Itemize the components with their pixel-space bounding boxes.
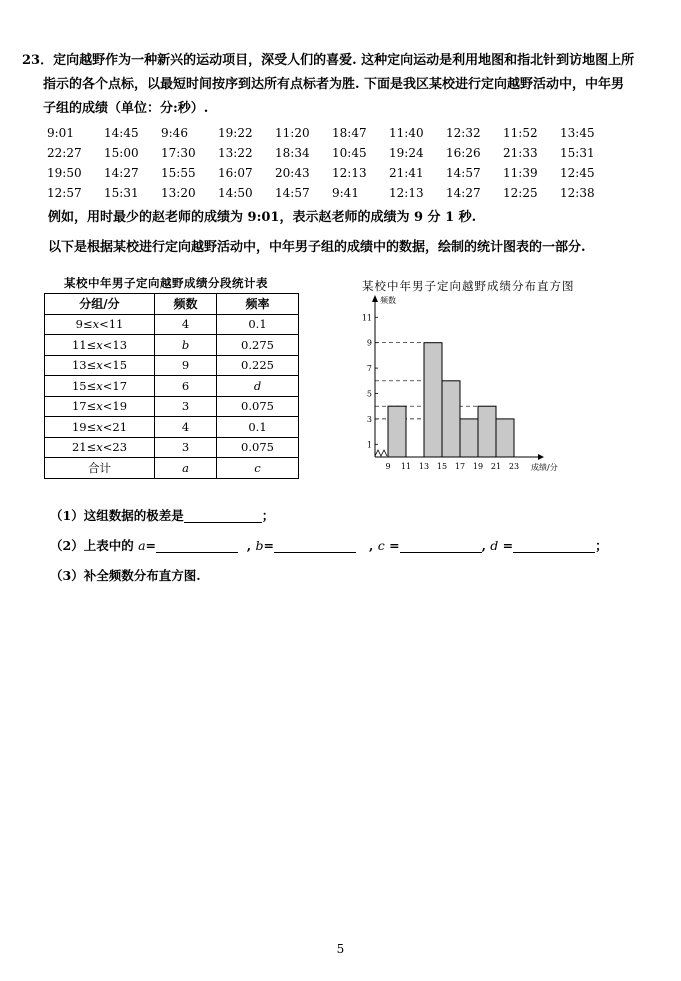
x-tick-label: 15 (436, 462, 448, 471)
time-value: 12:45 (560, 166, 595, 180)
time-value: 9:01 (47, 126, 74, 140)
x-tick-label: 17 (454, 462, 466, 471)
problem-line-3: 子组的成绩（单位：分:秒）. (43, 101, 209, 116)
time-value: 13:20 (161, 186, 196, 200)
table-header: 频率 (217, 294, 299, 315)
y-tick-label: 11 (361, 313, 372, 323)
time-value: 19:22 (218, 126, 253, 140)
range-part: 15 (112, 358, 128, 373)
x-axis-arrow (538, 454, 544, 460)
q1-answer-blank[interactable] (184, 508, 262, 523)
time-value: 14:45 (104, 126, 139, 140)
time-value: 12:32 (446, 126, 481, 140)
time-value: 9:46 (161, 126, 188, 140)
q2-prefix: （2）上表中的 (50, 538, 134, 553)
time-value: 12:57 (47, 186, 82, 200)
time-value: 14:57 (446, 166, 481, 180)
range-part: 21 (112, 419, 128, 434)
range-part: < (102, 378, 113, 393)
range-part: < (102, 440, 113, 455)
histogram-chart (355, 292, 585, 482)
range-part: x (96, 358, 103, 373)
q2-eq: = (263, 538, 274, 553)
rate-cell: 0.075 (217, 396, 299, 417)
total-cell: c (217, 458, 299, 479)
range-part: < (102, 358, 113, 373)
time-value: 21:41 (389, 166, 424, 180)
x-tick-label: 21 (490, 462, 502, 471)
times-row (47, 143, 617, 163)
group-range (45, 417, 155, 438)
question-3: （3）补全频数分布直方图. (50, 568, 201, 583)
table-row (45, 437, 299, 458)
group-range (45, 396, 155, 417)
y-tick-label: 5 (366, 389, 372, 399)
frequency-cell: 6 (155, 376, 217, 397)
y-tick-label: 1 (366, 440, 372, 450)
q2-var-d: d (490, 538, 499, 553)
range-part: < (99, 317, 109, 332)
q2-answer-c-blank[interactable] (400, 538, 482, 553)
time-value: 12:13 (332, 166, 367, 180)
q2-var-c: c (377, 538, 385, 553)
histogram-bar (496, 419, 514, 457)
histogram-bar (460, 419, 478, 457)
time-value: 11:20 (275, 126, 310, 140)
range-part: x (92, 317, 100, 332)
time-value: 9:41 (332, 186, 359, 200)
frequency-cell: 9 (155, 355, 217, 376)
q2-var-a: a (138, 538, 146, 553)
times-row (47, 183, 617, 203)
range-part: 11 (108, 317, 124, 332)
time-value: 19:50 (47, 166, 82, 180)
q2-eq: = (389, 538, 400, 553)
time-value: 16:26 (446, 146, 481, 160)
y-axis-arrow (372, 295, 378, 302)
table-header: 频数 (155, 294, 217, 315)
range-part: < (102, 399, 113, 414)
problem-number: 23． (22, 53, 54, 68)
range-part: 13 (71, 358, 87, 373)
time-value: 18:47 (332, 126, 367, 140)
range-part: ≤ (86, 399, 97, 414)
range-part: ≤ (86, 440, 97, 455)
time-value: 14:27 (104, 166, 139, 180)
q2-answer-d-blank[interactable] (513, 538, 595, 553)
time-value: 12:25 (503, 186, 538, 200)
x-axis-label: 成绩/分 (531, 463, 558, 472)
time-value: 13:22 (218, 146, 253, 160)
histogram-bar (478, 406, 496, 457)
time-value: 12:13 (389, 186, 424, 200)
time-value: 13:45 (560, 126, 595, 140)
range-part: < (102, 337, 113, 352)
q2-eq: = (502, 538, 514, 553)
time-value: 15:31 (560, 146, 595, 160)
time-value: 15:31 (104, 186, 139, 200)
group-range (45, 335, 155, 356)
times-grid (47, 123, 617, 203)
times-row (47, 123, 617, 143)
q2-suffix: ； (595, 538, 608, 553)
time-value: 10:45 (332, 146, 367, 160)
table-row (45, 355, 299, 376)
range-part: 19 (71, 419, 87, 434)
q2-comma: , (481, 538, 486, 553)
time-value: 20:43 (275, 166, 310, 180)
time-value: 22:27 (47, 146, 82, 160)
group-range (45, 376, 155, 397)
rate-cell: 0.075 (217, 437, 299, 458)
group-range (45, 355, 155, 376)
table-header-row (45, 294, 299, 315)
table-row (45, 376, 299, 397)
range-part: ≤ (86, 358, 97, 373)
chart-title: 某校中年男子定向越野成绩分布直方图 (362, 279, 575, 293)
rate-cell: 0.1 (217, 314, 299, 335)
group-range (45, 314, 155, 335)
range-part: 23 (112, 440, 128, 455)
range-part: 21 (71, 440, 87, 455)
range-part: x (96, 337, 103, 352)
question-2 (50, 536, 608, 556)
time-value: 14:50 (218, 186, 253, 200)
range-part: x (96, 378, 103, 393)
range-part: 13 (112, 337, 128, 352)
range-part: 19 (112, 399, 128, 414)
page-number: 5 (336, 942, 345, 956)
table-row (45, 335, 299, 356)
example-text: 例如，用时最少的赵老师的成绩为 9:01，表示赵老师的成绩为 9 分 1 秒. (48, 210, 477, 225)
q1-suffix: ； (261, 508, 275, 523)
range-part: x (96, 440, 103, 455)
range-part: x (96, 399, 103, 414)
range-part: 11 (71, 337, 87, 352)
time-value: 11:39 (503, 166, 538, 180)
time-value: 11:40 (389, 126, 424, 140)
table-total-row (45, 458, 299, 479)
time-value: 18:34 (275, 146, 310, 160)
frequency-cell: b (155, 335, 217, 356)
times-row (47, 163, 617, 183)
q2-answer-a-blank[interactable] (156, 538, 238, 553)
time-value: 19:24 (389, 146, 424, 160)
range-part: 9 (75, 317, 83, 332)
time-value: 21:33 (503, 146, 538, 160)
frequency-table (44, 293, 299, 479)
axis-break (375, 450, 387, 456)
range-part: ≤ (86, 419, 97, 434)
y-tick-label: 3 (366, 414, 372, 424)
intro-text: 以下是根据某校进行定向越野活动中，中年男子组的成绩中的数据，绘制的统计图表的一部分. (48, 240, 586, 255)
time-value: 12:38 (560, 186, 595, 200)
x-tick-label: 13 (418, 462, 430, 471)
table-row (45, 417, 299, 438)
group-range (45, 437, 155, 458)
rate-cell: d (217, 376, 299, 397)
range-part: < (102, 419, 113, 434)
frequency-cell: 3 (155, 437, 217, 458)
q2-answer-b-blank[interactable] (274, 538, 356, 553)
histogram-bar (388, 406, 406, 457)
time-value: 16:07 (218, 166, 253, 180)
time-value: 14:57 (275, 186, 310, 200)
time-value: 15:55 (161, 166, 196, 180)
table-row (45, 396, 299, 417)
time-value: 11:52 (503, 126, 538, 140)
table-row (45, 314, 299, 335)
frequency-cell: 3 (155, 396, 217, 417)
q2-comma: , (246, 538, 252, 553)
x-tick-label: 11 (400, 462, 412, 471)
question-1 (50, 506, 274, 526)
histogram-bar (424, 343, 442, 457)
range-part: ≤ (86, 337, 97, 352)
y-axis-label: 频数 (380, 296, 396, 305)
range-part: ≤ (86, 378, 97, 393)
range-part: x (96, 419, 103, 434)
range-part: 17 (71, 399, 87, 414)
y-tick-label: 9 (366, 338, 372, 348)
range-part: 15 (71, 378, 87, 393)
table-header: 分组/分 (45, 294, 155, 315)
rate-cell: 0.1 (217, 417, 299, 438)
frequency-cell: 4 (155, 314, 217, 335)
x-tick-label: 19 (472, 462, 484, 471)
q2-eq: = (145, 538, 156, 553)
total-cell: 合计 (45, 458, 155, 479)
rate-cell: 0.225 (217, 355, 299, 376)
q1-prefix: （1）这组数据的极差是 (50, 508, 184, 523)
q2-comma: , (369, 538, 374, 553)
problem-line-1: 定向越野作为一种新兴的运动项目，深受人们的喜爱. 这种定向运动是利用地图和指北针到访地图上所 (53, 53, 635, 68)
x-tick-label: 23 (508, 462, 520, 471)
problem-line-2: 指示的各个点标，以最短时间按序到达所有点标者为胜. 下面是我区某校进行定向越野活动中，中年男 (43, 77, 625, 92)
total-cell: a (155, 458, 217, 479)
range-part: 17 (112, 378, 128, 393)
problem-statement (22, 49, 654, 121)
time-value: 17:30 (161, 146, 196, 160)
histogram-bar (442, 381, 460, 457)
y-tick-label: 7 (366, 364, 372, 374)
time-value: 15:00 (104, 146, 139, 160)
q2-var-b: b (255, 538, 264, 553)
frequency-cell: 4 (155, 417, 217, 438)
table-title: 某校中年男子定向越野成绩分段统计表 (64, 276, 268, 290)
time-value: 14:27 (446, 186, 481, 200)
range-part: ≤ (82, 317, 93, 332)
rate-cell: 0.275 (217, 335, 299, 356)
x-tick-label: 9 (385, 462, 391, 471)
